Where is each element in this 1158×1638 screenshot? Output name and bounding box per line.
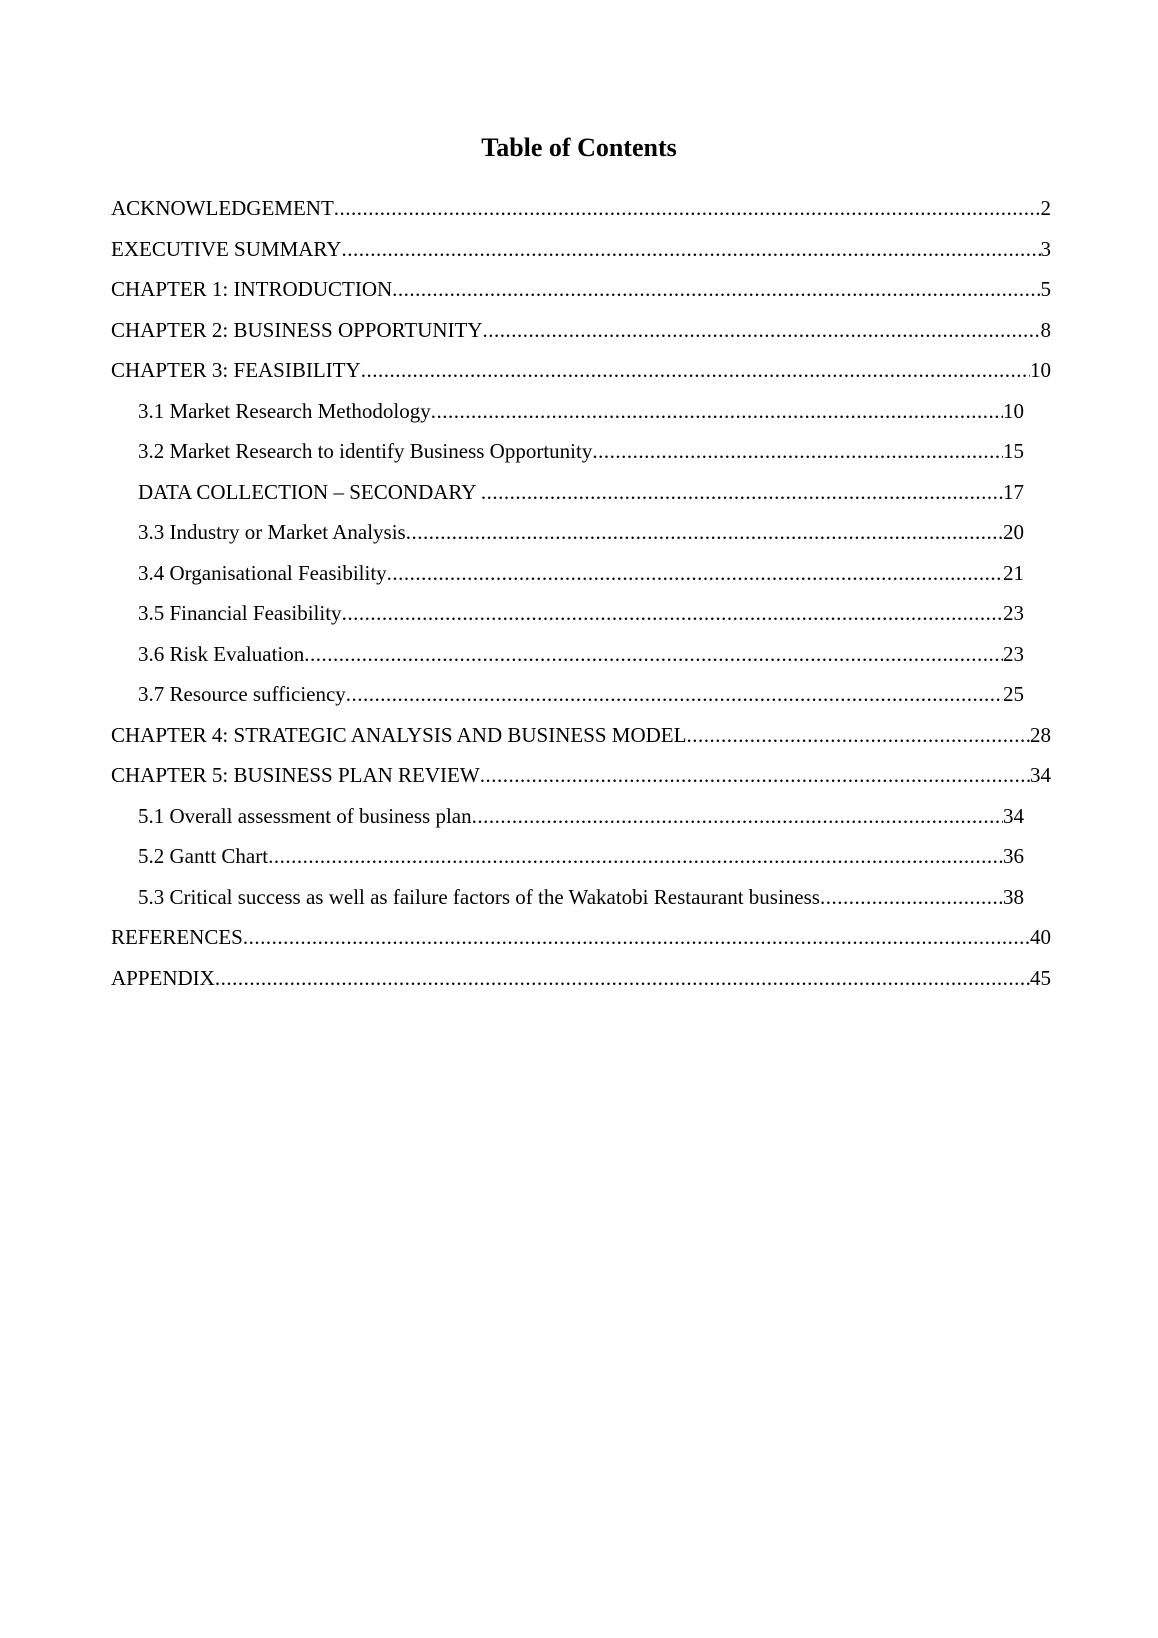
- toc-page-number: 34: [1003, 803, 1024, 828]
- toc-leader: [592, 431, 1003, 472]
- toc-entry-label: 5.2 Gantt Chart: [138, 844, 269, 868]
- toc-page-number: 5: [1040, 277, 1051, 301]
- toc-entry-executive-summary[interactable]: [111, 229, 1051, 270]
- toc-leader: [392, 269, 1040, 310]
- toc-entry-5-3[interactable]: [138, 877, 1024, 918]
- toc-entry-3-1[interactable]: [138, 391, 1024, 432]
- toc-page-number: 8: [1040, 317, 1051, 342]
- toc-entry-3-3[interactable]: [138, 512, 1024, 553]
- toc-entry-label: ACKNOWLEDGEMENT: [111, 196, 334, 220]
- toc-page-number: 20: [1003, 520, 1024, 544]
- toc-leader: [686, 715, 1030, 756]
- toc-entry-label: DATA COLLECTION – SECONDARY: [138, 479, 481, 504]
- toc-entry-data-collection[interactable]: [138, 472, 1024, 513]
- toc-entry-label: CHAPTER 2: BUSINESS OPPORTUNITY: [111, 317, 483, 342]
- toc-entry-label: CHAPTER 1: INTRODUCTION: [111, 277, 393, 301]
- toc-entry-acknowledgement[interactable]: [111, 188, 1051, 229]
- toc-page-number: 10: [1030, 358, 1051, 382]
- toc-entry-chapter-3[interactable]: [111, 350, 1051, 391]
- toc-entry-label: EXECUTIVE SUMMARY: [111, 236, 342, 261]
- toc-entry-5-1[interactable]: [138, 796, 1024, 837]
- toc-entry-chapter-2[interactable]: [111, 310, 1051, 351]
- toc-page-number: 40: [1030, 925, 1051, 949]
- toc-entry-label: CHAPTER 4: STRATEGIC ANALYSIS AND BUSINESS MODEL: [111, 722, 687, 747]
- toc-leader: [304, 634, 1003, 675]
- toc-entry-3-6[interactable]: [138, 634, 1024, 675]
- toc-leader: [268, 836, 1003, 877]
- toc-leader: [361, 350, 1030, 391]
- toc-entry-label: 5.1 Overall assessment of business plan: [138, 803, 472, 828]
- toc-leader: [472, 796, 1003, 837]
- toc-title: Table of Contents: [481, 133, 677, 162]
- toc-page-number: 34: [1030, 763, 1051, 787]
- toc-page-number: 15: [1003, 439, 1024, 463]
- toc-page-number: 10: [1003, 398, 1024, 423]
- toc-entry-label: 3.7 Resource sufficiency: [138, 682, 346, 706]
- toc-entry-label: CHAPTER 5: BUSINESS PLAN REVIEW: [111, 763, 480, 787]
- toc-entry-label: 3.1 Market Research Methodology: [138, 398, 431, 423]
- toc-entry-label: CHAPTER 3: FEASIBILITY: [111, 358, 361, 382]
- toc-entry-label: 3.6 Risk Evaluation: [138, 641, 305, 666]
- toc-leader: [480, 755, 1030, 796]
- toc-entry-label: 3.3 Industry or Market Analysis: [138, 520, 406, 544]
- toc-entry-chapter-1[interactable]: [111, 269, 1051, 310]
- toc-page-number: 17: [1003, 479, 1024, 504]
- toc-page-number: 28: [1030, 722, 1051, 747]
- toc-leader: [215, 958, 1030, 999]
- toc-entry-label: 5.3 Critical success as well as failure factors of the Wakatobi Restaurant business: [138, 884, 820, 909]
- toc-page-number: 21: [1003, 560, 1024, 585]
- toc-entry-chapter-5[interactable]: [111, 755, 1051, 796]
- toc-leader: [341, 229, 1040, 270]
- toc-entry-references[interactable]: [111, 917, 1051, 958]
- toc-leader: [334, 188, 1041, 229]
- toc-entry-label: REFERENCES: [111, 925, 243, 949]
- toc-entry-label: APPENDIX: [111, 965, 215, 990]
- toc-entry-3-7[interactable]: [138, 674, 1024, 715]
- toc-leader: [387, 553, 1003, 594]
- toc-page-number: 2: [1040, 196, 1051, 220]
- toc-leader: [243, 917, 1030, 958]
- toc-leader: [346, 674, 1003, 715]
- toc-leader: [406, 512, 1003, 553]
- toc-page-number: 23: [1003, 641, 1024, 666]
- toc-entry-label: 3.5 Financial Feasibility: [138, 601, 342, 625]
- toc-entry-label: 3.2 Market Research to identify Business Opportunity: [138, 439, 593, 463]
- toc-list: [0, 188, 1158, 998]
- toc-page-number: 38: [1003, 884, 1024, 909]
- toc-entry-chapter-4[interactable]: [111, 715, 1051, 756]
- toc-leader: [481, 472, 1003, 513]
- toc-leader: [342, 593, 1003, 634]
- toc-page-number: 25: [1003, 682, 1024, 706]
- toc-leader: [431, 391, 1003, 432]
- toc-entry-3-4[interactable]: [138, 553, 1024, 594]
- toc-entry-5-2[interactable]: [138, 836, 1024, 877]
- toc-leader: [483, 310, 1041, 351]
- toc-entry-3-2[interactable]: [138, 431, 1024, 472]
- toc-page-number: 45: [1030, 965, 1051, 990]
- toc-leader: [820, 877, 1003, 918]
- toc-entry-appendix[interactable]: [111, 958, 1051, 999]
- toc-page-number: 23: [1003, 601, 1024, 625]
- toc-page-number: 3: [1040, 236, 1051, 261]
- toc-page-number: 36: [1003, 844, 1024, 868]
- toc-entry-label: 3.4 Organisational Feasibility: [138, 560, 387, 585]
- toc-entry-3-5[interactable]: [138, 593, 1024, 634]
